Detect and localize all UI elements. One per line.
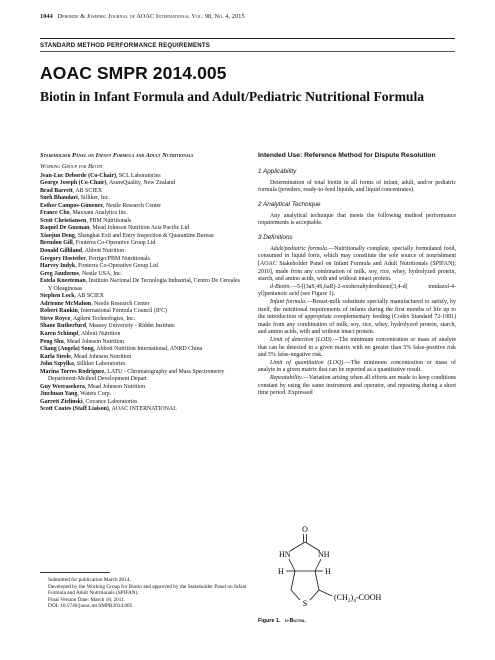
member-affiliation: , Perrigo/PBM Nutritionals [85,255,150,262]
member-name: Karla Steele [40,353,71,360]
footnotes [40,577,250,610]
panel-member [40,369,240,384]
member-name: Estela Kneeteman [40,278,86,285]
document-title: AOAC SMPR 2014.005 [40,63,227,83]
atom-o: O [302,525,308,534]
document-subtitle: Biotin in Infant Formula and Adult/Pediatric Nutritional Formula [40,89,425,104]
member-name: Greg Jaudzems [40,270,79,277]
working-group-heading: Working Group for Biotin [40,162,103,170]
member-affiliation: , Abbott Nutrition [78,330,121,337]
definition-term: Limit of quantitation (LOQ). [270,359,345,366]
panel-member [40,188,240,196]
panel-member [40,173,240,181]
right-column [258,152,456,398]
member-affiliation: , AB SCIEX [74,293,104,300]
panel-member [40,180,240,188]
footnote-developed: Developed by the Working Group for Biotin and approved by the Stakeholder Panel on Infant Formula and Adult Nutritionals (SPIFAN). [48,583,247,597]
panel-member [40,384,240,392]
section-divider [40,51,455,52]
section-definitions-heading: 3 Definitions [258,233,293,241]
panel-member [40,391,240,399]
definition-term: d-Biotin. [270,283,291,290]
member-affiliation: , AOAC INTERNATIONAL [108,406,177,413]
member-affiliation: , AB SCIEX [72,187,103,194]
left-column [40,152,240,414]
member-affiliation: , Silliker, Inc. [77,195,110,202]
member-name: Brad Barrett [40,187,73,194]
side-chain-label: $(CH_2)_4$-COOH [334,593,382,604]
member-name: France Cho [40,210,70,217]
member-affiliation: , Maxxam Analytics Inc. [69,210,128,217]
atom-nh: NH [318,550,330,559]
definition-term: Infant formula. [270,299,307,306]
panel-member [40,271,240,279]
member-name: Chang (Angela) Song [40,346,94,353]
member-name: Shane Rutherfurd [40,323,86,330]
member-name: Karen Schimpf [40,330,79,337]
definition-text: —The minimum concentration or mass of analyte that can be detected in a given matrix with no greater than 5% false-positive risk and 5% false-negative risk. [258,337,456,359]
member-name: Gregory Hostetler [40,255,86,262]
figure-caption-text: d-Biotin. [284,618,306,624]
member-name: Guy Weerasekera [40,383,85,390]
member-name: Xiaojun Deng [40,232,75,239]
panel-member [40,293,240,301]
member-name: Esther Campos-Gimenez [40,202,103,209]
section-applicability-heading: 1 Applicability [258,167,297,175]
panel-member [40,316,240,324]
panel-member [40,203,240,211]
definition-adult-formula [258,246,456,284]
member-affiliation: , SCL Laboratories [115,172,161,179]
definition-term: Adult/pediatric formula. [270,245,329,252]
panel-member [40,331,240,339]
member-name: Donald Gilliland [40,247,83,254]
member-affiliation: , Nestle Research Center [102,202,162,209]
footnote-divider [40,572,110,573]
panel-member [40,278,240,293]
intended-use-heading: Intended Use: Reference Method for Dispute Resolution [258,152,436,159]
definition-text: —Breast-milk substitute specially manufactured to satisfy, by itself, the nutritional requirements of infants during the first months of life up to the introduction of appropriate complementary feeding (Codex Standard 72-1981) made from any combination of milk, soy, rice, whey, hydrolyzed protein, starch, and amino acids, with and without intact protein. [258,299,456,336]
member-name: Harvey Indyk [40,263,76,270]
member-affiliation: , Mead Johnson Nutrition Asia Pacific Ltd [89,225,190,232]
atom-h-right: H [325,567,331,576]
footnote-doi: DOI: 10.5740/jaoac.int.SMPR2014.005 [48,603,133,610]
definition-infant-formula [258,299,456,337]
running-head [40,13,245,20]
member-name: Raquel De Guzman [40,225,90,232]
member-name: Adrienne McMahon [40,300,92,307]
atom-hn: HN [279,550,291,559]
page-number: 1044 [40,13,53,20]
atom-s: S [302,599,308,608]
panel-member [40,406,240,414]
biotin-structure-diagram [258,520,456,616]
figure-caption [258,618,306,624]
panel-member [40,195,240,203]
member-name: Sneh Bhandari [40,195,78,202]
definition-text: —Variation arising when all efforts are made to keep conditions constant by using the same instrument and operator, and repeating during a short time period. Expressed [258,374,456,397]
panel-member [40,263,240,271]
member-name: Stephen Lock [40,293,75,300]
member-name: Brendon Gill [40,240,73,247]
definition-term: Repeatability. [270,374,303,381]
panel-member [40,346,240,354]
member-name: Steve Royce [40,315,71,322]
member-name: Marina Torres Rodriguez [40,368,105,375]
panel-member [40,248,240,256]
member-affiliation: , Fonterra Co-Operative Group Ltd [75,263,158,270]
member-name: Peng Shu [40,338,64,345]
member-affiliation: , Mead Johnson Nutrition [63,338,124,345]
member-affiliation: , Abbott Nutrition [82,247,125,254]
member-name: Jean-Luc Deborde (Co-Chair) [40,172,116,179]
definition-repeatability [258,375,456,398]
panel-member [40,354,240,362]
panel-member [40,361,240,369]
section-technique-text: Any analytical technique that meets the following method performance requirements is acceptable. [258,212,456,227]
member-name: Scott Christiansen [40,217,87,224]
definition-d-biotin [258,284,456,299]
panel-member [40,225,240,233]
member-affiliation: , AsureQuality, New Zealand [106,180,175,187]
figure-1 [258,520,456,650]
member-affiliation: , Abbott Nutrition International, ANRD China [93,346,203,353]
definition-text: —The minimum concentration or mass of analyte in a given matrix that can be reported as a quantitative result. [258,359,456,374]
panel-member [40,323,240,331]
panel-heading: Stakeholder Panel on Infant Formula and Adult Nutritionals [40,152,194,159]
member-affiliation: , Instituto Nacional De Tecnologia Industrial, Centro De Cereales Y Oleaginosas [48,278,240,292]
footnote-submitted: Submitted for publication March 2014. [48,577,131,583]
member-affiliation: , Agilent Technologies, Inc. [70,315,136,322]
member-affiliation: , Fonterra Co-Operative Group Ltd [72,240,156,247]
member-affiliation: , Mead Johnson Nutrition [84,383,146,390]
figure-label: Figure 1. [258,618,281,624]
panel-member [40,240,240,248]
member-affiliation: , Mead Johnson Nutrition [70,353,132,360]
definition-loq [258,360,456,375]
member-affiliation: , Massey University - Riddet Institute [86,323,175,330]
member-affiliation: , Covance Laboratories [82,398,138,405]
member-name: George Joseph (Co-Chair) [40,180,107,187]
panel-member [40,256,240,264]
member-affiliation: , Silliker Laboratories [73,361,126,368]
member-affiliation: , Nestle Research Center [91,300,150,307]
member-affiliation: , Shanghai Exit and Entry Inspection & Quarantine Bureau [74,232,214,239]
member-name: Jinchuan Yang [40,391,78,398]
panel-member [40,210,240,218]
member-affiliation: , International Formula Council (IFC) [77,308,167,315]
member-affiliation: , Nestle USA, Inc. [79,270,123,277]
section-label: STANDARD METHOD PERFORMANCE REQUIREMENTS [40,38,455,49]
member-name: John Szpylka [40,361,74,368]
panel-member [40,233,240,241]
panel-member [40,339,240,347]
member-name: Robert Rankin [40,308,78,315]
section-applicability-text: Determination of total biotin in all forms of infant, adult, and/or pediatric formula (powders, ready-to-feed liquids, and liquid concentrates). [258,179,456,194]
member-list [40,173,240,415]
footnote-version: Final Version Date: March 18, 2011. [48,596,126,603]
member-name: Garrett Zielinski [40,398,83,405]
definition-text: —Nutritionally complete, specially formulated food, consumed in liquid form, which may constitute the sole source of nourishment [AOAC Stakeholder Panel on Infant Formula and Adult Nutritionals (SPIFAN); 2010], made from any combination of milk, soy, rice, whey, hydrolyzed protein, starch, and amino acids, with and without intact protein. [258,245,456,283]
definition-term: Limit of detection (LOD). [270,337,333,343]
atom-h-left: H [278,567,284,576]
member-affiliation: , Waters Corp. [77,391,112,398]
member-affiliation: , PBM Nutritionals [86,217,132,224]
running-head-text: Deborde & Josephs: Journal of AOAC International Vol. 98, No. 4, 2015 [57,13,245,20]
definition-lod [258,337,456,360]
member-affiliation: , LATU - Chromatography and Mass Spectrometry Department-Method Development Depart [48,368,225,383]
definition-text: —5-[(3aS,4S,6aR)-2-oxohexahydrothieno[3,4-d] imidazol-4-yl]pentanoic acid (see Figure 1). [258,283,456,298]
section-technique-heading: 2 Analytical Technique [258,200,321,208]
member-name: Scott Coates (Staff Liaison) [40,406,109,413]
panel-member [40,308,240,316]
